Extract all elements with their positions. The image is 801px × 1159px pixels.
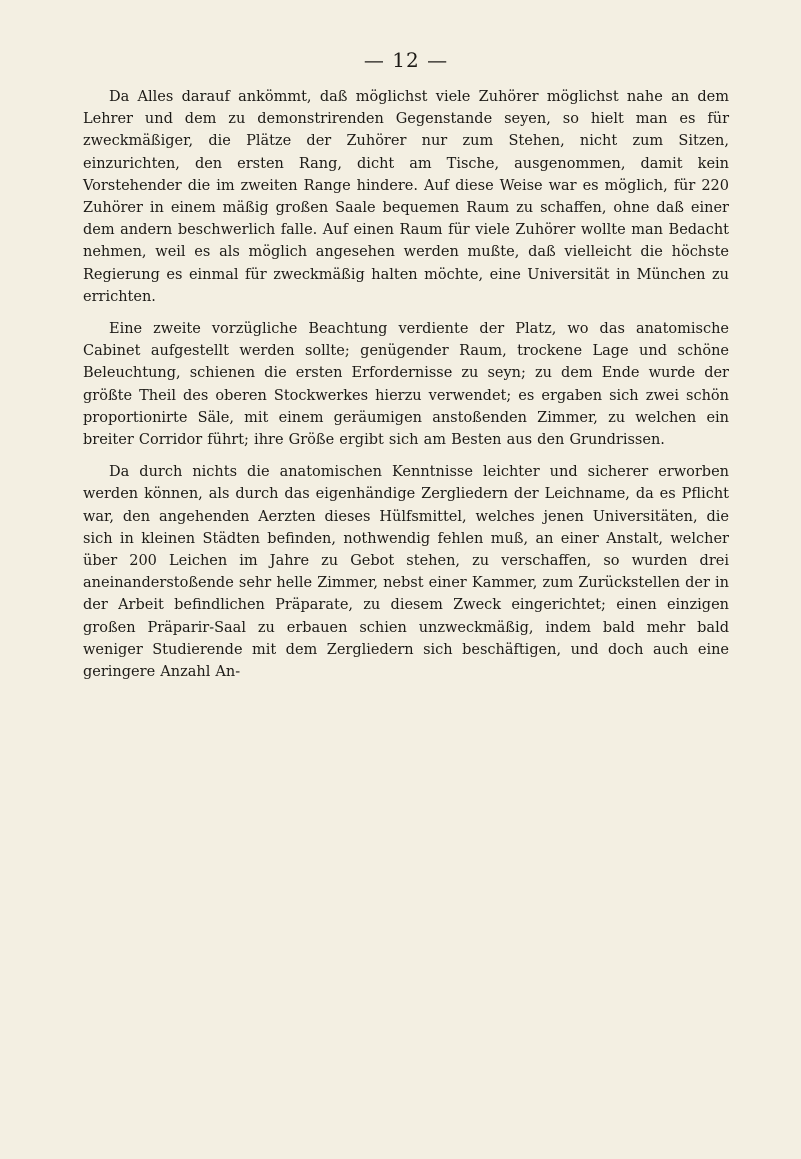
paragraph-2: Eine zweite vorzügliche Beachtung verdiente der Platz, wo das anatomische Cabinet aufgestellt werden sollte; genügender Raum, trockene Lage und schöne Beleuchtung, schienen die ersten Erfordernisse zu seyn; zu dem Ende wurde der größte Theil des oberen Stockwerkes hierzu verwendet; es ergaben sich zwei schön proportionirte Säle, mit einem geräumigen anstoßenden Zimmer, zu welchen ein breiter Corridor führt; ihre Größe ergibt sich am Besten aus den Grundrissen. — [83, 321, 729, 449]
page-number: — 12 — — [363, 48, 449, 72]
paragraph-3: Da durch nichts die anatomischen Kenntnisse leichter und sicherer erworben werden können, als durch das eigenhändige Zergliedern der Leichname, da es Pflicht war, den angehenden Aerzten dieses Hülfsmittel, welches jenen Universitäten, die sich in kleinen Städten befinden, nothwendig fehlen muß, an einer Anstalt, welcher über 200 Leichen im Jahre zu Gebot stehen, zu verschaffen, so wurden drei aneinanderstoßende sehr helle Zimmer, nebst einer Kammer, zum Zurückstellen der in der Arbeit befindlichen Präparate, zu diesem Zweck eingerichtet; einen einzigen großen Präparir-Saal zu erbauen schien unzweckmäßig, indem bald mehr bald weniger Studierende mit dem Zergliedern sich beschäftigen, und doch auch eine geringere Anzahl An- — [83, 464, 729, 681]
paragraph-1: Da Alles darauf ankömmt, daß möglichst viele Zuhörer möglichst nahe an dem Lehrer und dem zu demonstrirenden Gegenstande seyen, so hielt man es für zweckmäßiger, die Plätze der Zuhörer nur zum Stehen, nicht zum Sitzen, einzurichten, den ersten Rang, dicht am Tische, ausgenommen, damit kein Vorstehender die im zweiten Range hindere. Auf diese Weise war es möglich, für 220 Zuhörer in einem mäßig großen Saale bequemen Raum zu schaffen, ohne daß einer dem andern beschwerlich falle. Auf einen Raum für viele Zuhörer wollte man Bedacht nehmen, weil es als möglich angesehen werden mußte, daß vielleicht die höchste Regierung es einmal für zweckmäßig halten möchte, eine Universität in München zu errichten. — [83, 89, 729, 305]
page-body — [83, 86, 729, 683]
